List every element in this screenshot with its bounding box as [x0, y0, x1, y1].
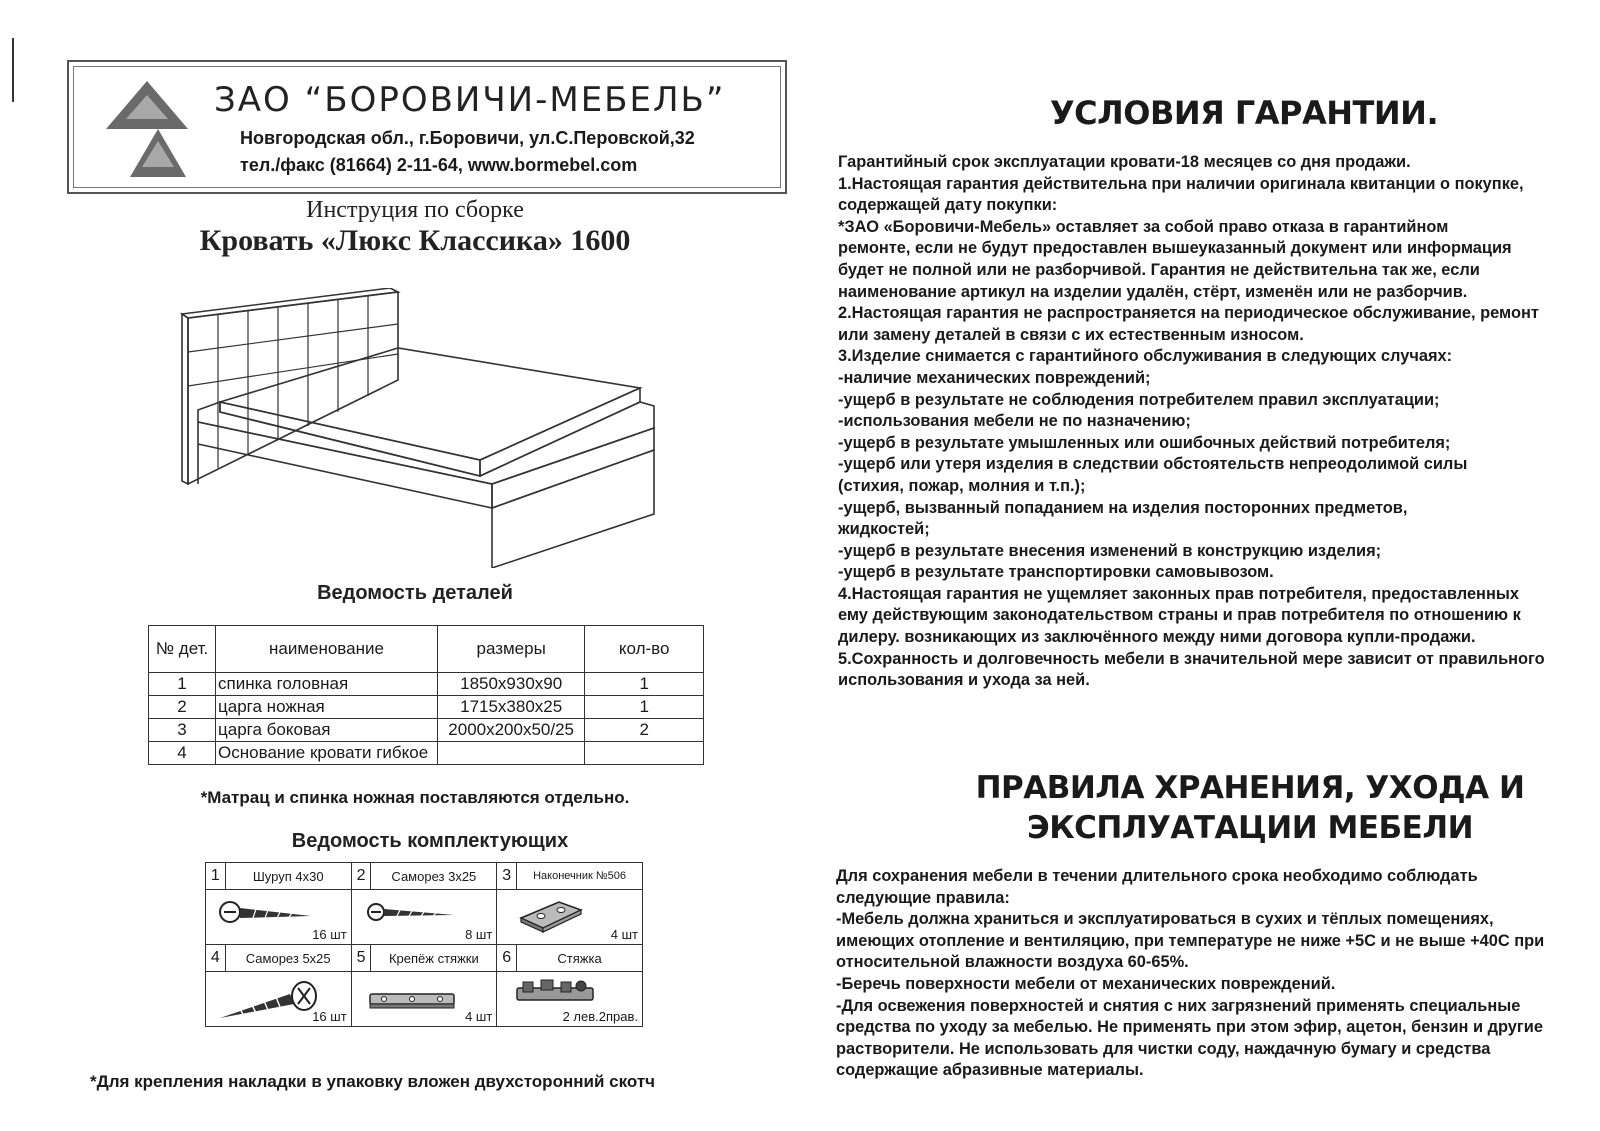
table-row — [149, 742, 704, 765]
hardware-name: Саморез 5x25 — [225, 945, 351, 972]
hardware-name: Стяжка — [517, 945, 643, 972]
hardware-picture-cell — [497, 890, 643, 945]
text-line: -Для освежения поверхностей и снятия с них загрязнений применять специальные — [836, 996, 1521, 1015]
storage-title — [900, 768, 1600, 848]
part-qty: 1 — [585, 696, 704, 719]
col-header-qty: кол-во — [585, 626, 704, 673]
part-size: 1850x930x90 — [437, 673, 584, 696]
text-line: -Беречь поверхности мебели от механических повреждений. — [836, 974, 1336, 993]
text-line: -ущерб в результате транспортировки самовывозом. — [838, 563, 1274, 582]
tip-plate-icon — [515, 896, 595, 936]
hardware-qty: 4 шт — [610, 927, 638, 942]
bracket-icon — [362, 986, 472, 1016]
text-line: -ущерб в результате не соблюдения потребителем правил эксплуатации; — [838, 390, 1440, 409]
hardware-table — [205, 862, 643, 1027]
text-line: относительной влажности воздуха 60-65%. — [836, 953, 1189, 972]
part-number: 3 — [149, 719, 216, 742]
col-header-number: № дет. — [149, 626, 216, 673]
part-qty — [585, 742, 704, 765]
hardware-number: 3 — [497, 863, 517, 890]
text-line: дилеру. возникающих из заключённого между ними договора купли-продажи. — [838, 628, 1476, 647]
text-line: 5.Сохранность и долговечность мебели в значительной мере зависит от правильного — [838, 649, 1545, 668]
table-header-row — [149, 626, 704, 673]
screw-icon — [216, 896, 326, 936]
hardware-picture-row — [206, 972, 643, 1027]
text-line: растворители. Не использовать для чистки соду, наждачную бумагу и средства — [836, 1039, 1491, 1058]
text-line: 1.Настоящая гарантия действительна при наличии оригинала квитанции о покупке, — [838, 174, 1524, 193]
text-line: (стихия, пожар, молния и т.п.); — [838, 476, 1086, 495]
coupler-icon — [511, 976, 611, 1010]
hardware-qty: 16 шт — [312, 927, 347, 942]
company-name: ЗАО “БОРОВИЧИ-МЕБЕЛЬ” — [214, 80, 726, 120]
hardware-list-title: Ведомость комплектующих — [291, 830, 569, 852]
text-line: ему действующим законодательством страны и прав потребителя по отношению к — [838, 606, 1521, 625]
text-line: содержащие абразивные материалы. — [836, 1061, 1144, 1080]
margin-line — [12, 38, 14, 102]
parts-list-title: Ведомость деталей — [317, 582, 513, 604]
hardware-qty: 4 шт — [465, 1009, 493, 1024]
text-line: Для сохранения мебели в течении длительного срока необходимо соблюдать — [836, 867, 1478, 885]
part-name: спинка головная — [216, 673, 438, 696]
hardware-picture-cell — [351, 890, 497, 945]
part-name: царга боковая — [216, 719, 438, 742]
text-line: *ЗАО «Боровичи-Мебель» оставляет за собой право отказа в гарантийном — [838, 217, 1449, 236]
hardware-picture-row — [206, 890, 643, 945]
part-qty: 2 — [585, 719, 704, 742]
hardware-qty: 8 шт — [465, 927, 493, 942]
hardware-picture-cell — [206, 890, 352, 945]
text-line: или замену деталей в связи с их естественным износом. — [838, 325, 1304, 344]
text-line: -использования мебели не по назначению; — [838, 412, 1191, 431]
company-logo-icon — [104, 79, 190, 179]
hardware-number: 6 — [497, 945, 517, 972]
part-number: 1 — [149, 673, 216, 696]
table-row — [149, 673, 704, 696]
text-line: будет не полной или не разборчивой. Гарантия не действительна так же, если — [838, 260, 1480, 279]
company-phone: тел./факс (81664) 2-11-64, www.bormebel.com — [240, 155, 638, 175]
hardware-number: 1 — [206, 863, 226, 890]
hardware-number: 4 — [206, 945, 226, 972]
parts-table — [148, 625, 704, 765]
part-number: 4 — [149, 742, 216, 765]
col-header-name: наименование — [216, 626, 438, 673]
text-line: -Мебель должна храниться и эксплуатироваться в сухих и тёплых помещениях, — [836, 910, 1494, 929]
text-line: 3.Изделие снимается с гарантийного обслуживания в следующих случаях: — [838, 347, 1453, 366]
part-size: 2000x200x50/25 — [437, 719, 584, 742]
screw-icon — [362, 896, 472, 936]
hardware-picture-cell — [497, 972, 643, 1027]
company-address: Новгородская обл., г.Боровичи, ул.С.Перовской,32 — [240, 128, 695, 148]
text-line: Гарантийный срок эксплуатации кровати-18 месяцев со дня продажи. — [838, 153, 1411, 171]
product-title: Кровать «Люкс Классика» 1600 — [199, 224, 631, 257]
hardware-label-row — [206, 863, 643, 890]
hardware-qty: 2 лев.2прав. — [562, 1009, 638, 1024]
text-line: 4.Настоящая гарантия не ущемляет законных прав потребителя, предоставленных — [838, 584, 1519, 603]
text-line: -ущерб, вызванный попаданием на изделия посторонних предметов, — [838, 498, 1408, 517]
part-number: 2 — [149, 696, 216, 719]
instruction-subtitle: Инструция по сборке — [306, 197, 524, 223]
hardware-label-row — [206, 945, 643, 972]
hardware-picture-cell — [351, 972, 497, 1027]
part-name: Основание кровати гибкое — [216, 742, 438, 765]
mattress-note: *Матрац и спинка ножная поставляются отдельно. — [200, 788, 630, 807]
col-header-size: размеры — [437, 626, 584, 673]
part-size — [437, 742, 584, 765]
warranty-title: УСЛОВИЯ ГАРАНТИИ. — [1050, 94, 1439, 132]
text-line: 2.Настоящая гарантия не распространяется на периодическое обслуживание, ремонт — [838, 304, 1539, 323]
hardware-name: Крепёж стяжки — [371, 945, 497, 972]
hardware-number: 5 — [351, 945, 371, 972]
storage-title-line: ПРАВИЛА ХРАНЕНИЯ, УХОДА И — [975, 770, 1525, 806]
warranty-text — [838, 152, 1578, 692]
text-line: жидкостей; — [838, 520, 930, 539]
hardware-qty: 16 шт — [312, 1009, 347, 1024]
hardware-name: Наконечник №506 — [517, 863, 643, 890]
text-line: содержащей дату покупки: — [838, 196, 1058, 215]
text-line: -ущерб или утеря изделия в следствии обстоятельств непреодолимой силы — [838, 455, 1468, 474]
table-row — [149, 719, 704, 742]
table-row — [149, 696, 704, 719]
part-qty: 1 — [585, 673, 704, 696]
text-line: -наличие механических повреждений; — [838, 368, 1151, 387]
hardware-name: Саморез 3x25 — [371, 863, 497, 890]
text-line: -ущерб в результате внесения изменений в конструкцию изделия; — [838, 541, 1382, 560]
text-line: средства по уходу за мебелью. Не применять при этом эфир, ацетон, бензин и другие — [836, 1018, 1543, 1037]
text-line: ремонте, если не будут предоставлен вышеуказанный документ или информация — [838, 239, 1512, 258]
text-line: следующие правила: — [836, 888, 1010, 907]
text-line: использования и ухода за ней. — [838, 671, 1090, 690]
text-line: имеющих отопление и вентиляцию, при температуре не ниже +5С и не выше +40С при — [836, 931, 1545, 950]
hardware-number: 2 — [351, 863, 371, 890]
text-line: -ущерб в результате умышленных или ошибочных действий потребителя; — [838, 433, 1451, 452]
hardware-name: Шуруп 4x30 — [225, 863, 351, 890]
storage-text — [836, 866, 1576, 1082]
part-size: 1715x380x25 — [437, 696, 584, 719]
bed-drawing — [180, 288, 680, 568]
part-name: царга ножная — [216, 696, 438, 719]
hardware-picture-cell — [206, 972, 352, 1027]
screw-icon — [216, 978, 326, 1024]
tape-note: *Для крепления накладки в упаковку вложен двухсторонний скотч — [90, 1072, 656, 1091]
storage-title-line: ЭКСПЛУАТАЦИИ МЕБЕЛИ — [1026, 810, 1474, 846]
text-line: наименование артикул на изделии удалён, стёрт, изменён или не разборчив. — [838, 282, 1468, 301]
